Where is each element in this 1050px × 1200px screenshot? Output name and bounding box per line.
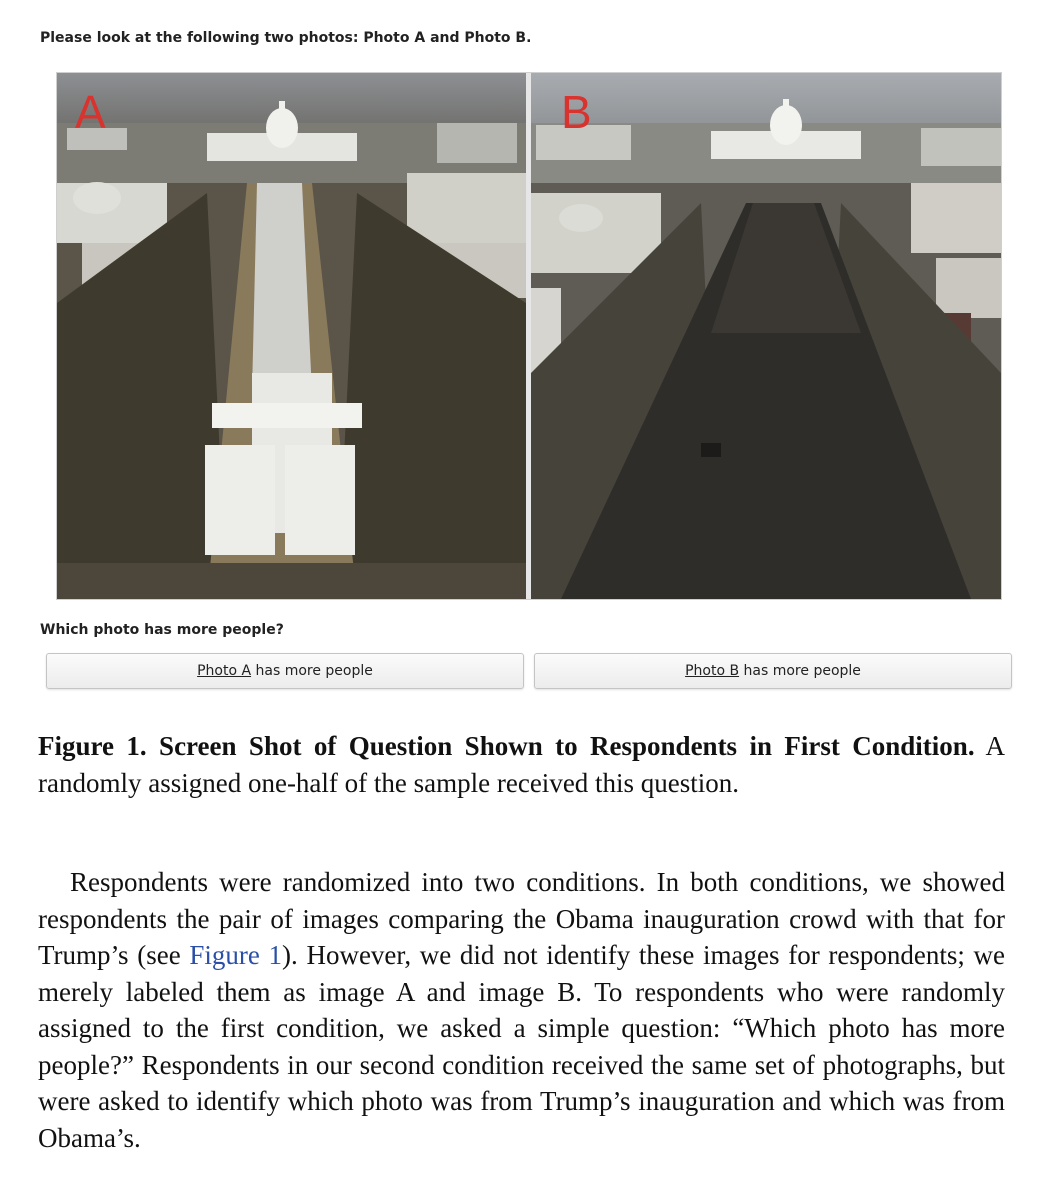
figure-1-link[interactable]: Figure 1: [189, 940, 283, 970]
photo-comparison: [56, 72, 1002, 600]
survey-question: Which photo has more people?: [40, 622, 284, 638]
photo-b-answer-rest-text: has more people: [739, 663, 861, 679]
body-text-part-2: ). However, we did not identify these images for respondents; we merely labeled them as image A and image B. To respondents who were randomly assigned to the first condition, we asked a simple question: “Which photo has more people?” Respondents in our second condition received the same set of photographs, but were asked to identify which photo was from Trump’s inauguration and which was from Obama’s.: [38, 940, 1005, 1153]
photo-b: [531, 73, 1001, 599]
photo-b-answer-button[interactable]: [534, 653, 1012, 689]
body-text-part-1: Respondents were randomized into two conditions. In both conditions, we showed respondents the pair of images comparing the Obama inauguration crowd with that for Trump’s (see: [38, 867, 1005, 970]
photo-a: [57, 73, 526, 599]
figure-caption-text: A randomly assigned one-half of the sample received this question.: [38, 731, 1005, 798]
photo-a-answer-rest-text: has more people: [251, 663, 373, 679]
photo-a-image: [57, 73, 526, 599]
figure-caption: [38, 728, 1005, 802]
photo-b-label: B: [561, 86, 592, 138]
body-paragraph: [38, 864, 1005, 1156]
photo-a-label: A: [75, 86, 106, 138]
photo-b-answer-link-text: Photo B: [685, 663, 740, 679]
photo-b-image: [531, 73, 1001, 599]
survey-intro-text: Please look at the following two photos: Photo A and Photo B.: [40, 30, 532, 46]
figure-caption-title: Figure 1. Screen Shot of Question Shown to Respondents in First Condition.: [38, 731, 975, 761]
photo-a-answer-link-text: Photo A: [197, 663, 252, 679]
photo-a-answer-button[interactable]: [46, 653, 524, 689]
